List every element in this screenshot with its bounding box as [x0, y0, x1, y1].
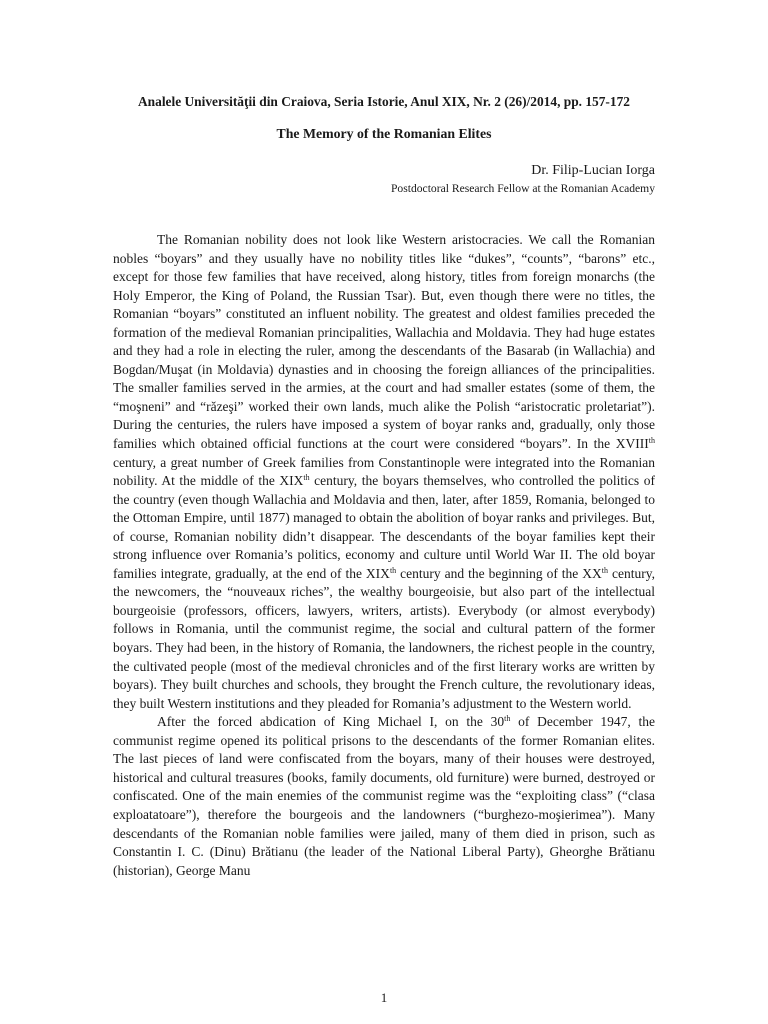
- journal-citation: Analele Universităţii din Craiova, Seria Istorie, Anul XIX, Nr. 2 (26)/2014, pp. 157-172: [138, 94, 630, 109]
- page-number: 1: [380, 990, 388, 1005]
- article-body: [113, 231, 655, 880]
- superscript: th: [601, 565, 609, 575]
- article-title: The Memory of the Romanian Elites: [276, 126, 492, 141]
- paragraph-1-text: century, a great number of Greek families from Constantinople were integrated into the Romanian nobility. At the middle of the XIX: [113, 454, 655, 489]
- paragraph-1-text: century and the beginning of the XX: [396, 565, 602, 581]
- author-affiliation: Postdoctoral Research Fellow at the Romanian Academy: [390, 182, 655, 195]
- superscript: th: [389, 565, 397, 575]
- paragraph-2-text: After the forced abdication of King Michael I, on the 30: [157, 714, 505, 730]
- paragraph-2: [113, 713, 655, 880]
- paragraph-1-text: The Romanian nobility does not look like Western aristocracies. We call the Romanian nobles “boyars” and they usually have no nobility titles like “dukes”, “counts”, “barons” etc., except for those few families that have received, along history, titles from foreign monarchs (the Holy Emperor, the King of Poland, the Russian Tsar). But, even though there were no titles, the Romanian “boyars” constituted an influent nobility. The greatest and oldest families preceded the formation of the medieval Romanian principalities, Wallachia and Moldavia. They had huge estates and they had a role in electing the ruler, among the descendants of the Basarab (in Wallachia) and Bogdan/Muşat (in Moldavia) dynasties and in choosing the foreign alliances of the principalities. The smaller families served in the armies, at the court and had smaller estates (some of them, the “moşneni” and “răzeşi” worked their own lands, much alike the Polish “aristocratic proletariat”). During the centuries, the rulers have imposed a system of boyar ranks and, gradually, only those families which obtained official functions at the court were considered “boyars”. In the XVIII: [113, 232, 655, 452]
- paragraph-1: [113, 231, 655, 713]
- paragraph-1-text: century, the boyars themselves, who controlled the politics of the country (even though Wallachia and Moldavia and then, later, after 1859, Romania, belonged to the Ottoman Empire, until 1877) managed to obtain the abolition of boyar ranks and privileges. But, of course, Romanian nobility didn’t disappear. The descendants of the boyar families kept their strong influence over Romania’s politics, economy and culture until World War II. The old boyar families integrate, gradually, at the end of the XIX: [113, 473, 655, 581]
- superscript: th: [303, 473, 310, 483]
- superscript: th: [648, 436, 655, 446]
- paragraph-1-text: century, the newcomers, the “nouveaux riches”, the wealthy bourgeoisie, but also part of the intellectual bourgeoisie (professors, officers, lawyers, writers, artists). Everybody (or almost everybody) follows in Romania, until the communist regime, the social and cultural pattern of the former boyars. They had been, in the history of Romania, the landowners, the richest people in the country, the cultivated people (most of the medieval chronicles and of the first literary works are written by boyars). They built churches and schools, they brought the French culture, the revolutionary ideas, they built Western institutions and they pleaded for Romania’s adjustment to the Western world.: [113, 565, 655, 711]
- author-name: Dr. Filip-Lucian Iorga: [531, 163, 655, 178]
- paragraph-2-text: of December 1947, the communist regime opened its political prisons to the descendants of the former Romanian elites. The last pieces of land were confiscated from the boyars, many of their houses were destroyed, historical and cultural treasures (books, family documents, old furniture) were burned, destroyed or confiscated. One of the main enemies of the communist regime was the “exploiting class” (“clasa exploatatoare”), therefore the bourgeois and the landowners (“burghezo-moşierimea”). Many descendants of the Romanian noble families were jailed, many of them died in prison, such as Constantin I. C. (Dinu) Brătianu (the leader of the National Liberal Party), Gheorghe Brătianu (historian), George Manu: [113, 714, 655, 878]
- superscript: th: [504, 714, 511, 724]
